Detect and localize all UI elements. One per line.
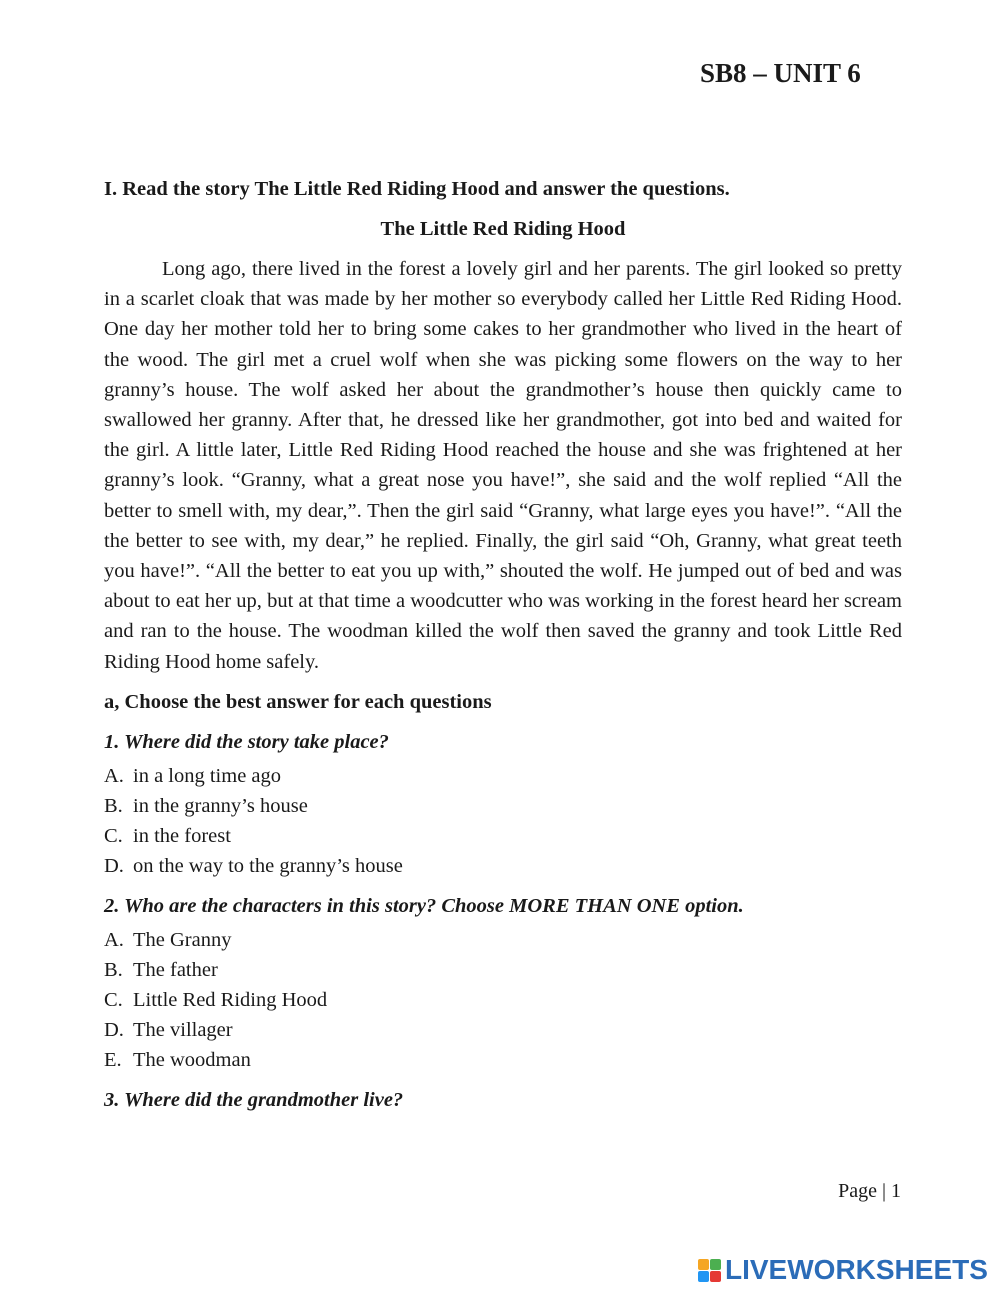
- option-letter: D.: [104, 854, 124, 877]
- option-letter: A.: [104, 928, 124, 951]
- unit-title: SB8 – UNIT 6: [700, 58, 861, 88]
- option-letter: B.: [104, 794, 123, 817]
- question-1: [104, 727, 902, 881]
- logo-square: [710, 1271, 721, 1282]
- question-text: 2. Who are the characters in this story? Choose MORE THAN ONE option.: [104, 894, 744, 917]
- option-letter: C.: [104, 988, 123, 1011]
- answer-option[interactable]: [104, 955, 902, 985]
- liveworksheets-logo[interactable]: [698, 1254, 988, 1286]
- section-heading: I. Read the story The Little Red Riding Hood and answer the questions.: [104, 178, 730, 200]
- part-a-heading: a, Choose the best answer for each questions: [104, 690, 492, 713]
- answer-option[interactable]: [104, 851, 902, 881]
- option-letter: E.: [104, 1048, 122, 1071]
- option-text: on the way to the granny’s house: [133, 854, 403, 877]
- question-text: 3. Where did the grandmother live?: [104, 1088, 404, 1111]
- question-2: [104, 891, 902, 1075]
- question-text: 1. Where did the story take place?: [104, 730, 389, 753]
- option-letter: B.: [104, 958, 123, 981]
- answer-option[interactable]: [104, 791, 902, 821]
- option-text: Little Red Riding Hood: [133, 988, 328, 1011]
- option-text: in the forest: [133, 824, 231, 847]
- option-text: in the granny’s house: [133, 794, 308, 817]
- answer-option[interactable]: [104, 1015, 902, 1045]
- story-text: Long ago, there lived in the forest a lovely girl and her parents. The girl looked so pretty in a scarlet cloak that was made by her mother so everybody called her Little Red Riding Hood. One day her mother told her to bring some cakes to her grandmother who lived in the heart of the wood. The girl met a cruel wolf when she was picking some flowers on the way to her granny’s house. The wolf asked her about the grandmother’s house then quickly came to swallowed her granny. After that, he dressed like her grandmother, got into bed and waited for the girl. A little later, Little Red Riding Hood reached the house and she was frightened at her granny’s look. “Granny, what a great nose you have!”, she said and the wolf replied “All the better to smell with, my dear,”. Then the girl said “Granny, what large eyes you have!”. “All the the better to see with, my dear,” he replied. Finally, the girl said “Oh, Granny, what great teeth you have!”. “All the better to eat you up with,” shouted the wolf. He jumped out of bed and was about to eat her up, but at that time a woodcutter who was working in the forest heard her scream and ran to the house. The woodman killed the wolf then saved the granny and took Little Red Riding Hood home safely.: [104, 258, 902, 673]
- logo-square: [698, 1271, 709, 1282]
- page-number: Page | 1: [838, 1180, 901, 1202]
- option-text: The Granny: [133, 928, 232, 951]
- option-text: The father: [133, 958, 218, 981]
- worksheet-content: [104, 176, 902, 1119]
- question-3: [104, 1085, 902, 1115]
- logo-square: [698, 1259, 709, 1270]
- answer-option[interactable]: [104, 1045, 902, 1075]
- answer-option[interactable]: [104, 925, 902, 955]
- answer-option[interactable]: [104, 821, 902, 851]
- answer-option[interactable]: [104, 761, 902, 791]
- option-text: The woodman: [133, 1048, 251, 1071]
- liveworksheets-logo-icon: [698, 1259, 721, 1282]
- option-text: in a long time ago: [133, 764, 282, 787]
- story-title: The Little Red Riding Hood: [380, 218, 626, 240]
- brand-name: LIVEWORKSHEETS: [725, 1254, 988, 1285]
- option-text: The villager: [133, 1018, 233, 1041]
- option-letter: A.: [104, 764, 124, 787]
- answer-option[interactable]: [104, 985, 902, 1015]
- logo-square: [710, 1259, 721, 1270]
- option-letter: C.: [104, 824, 123, 847]
- option-letter: D.: [104, 1018, 124, 1041]
